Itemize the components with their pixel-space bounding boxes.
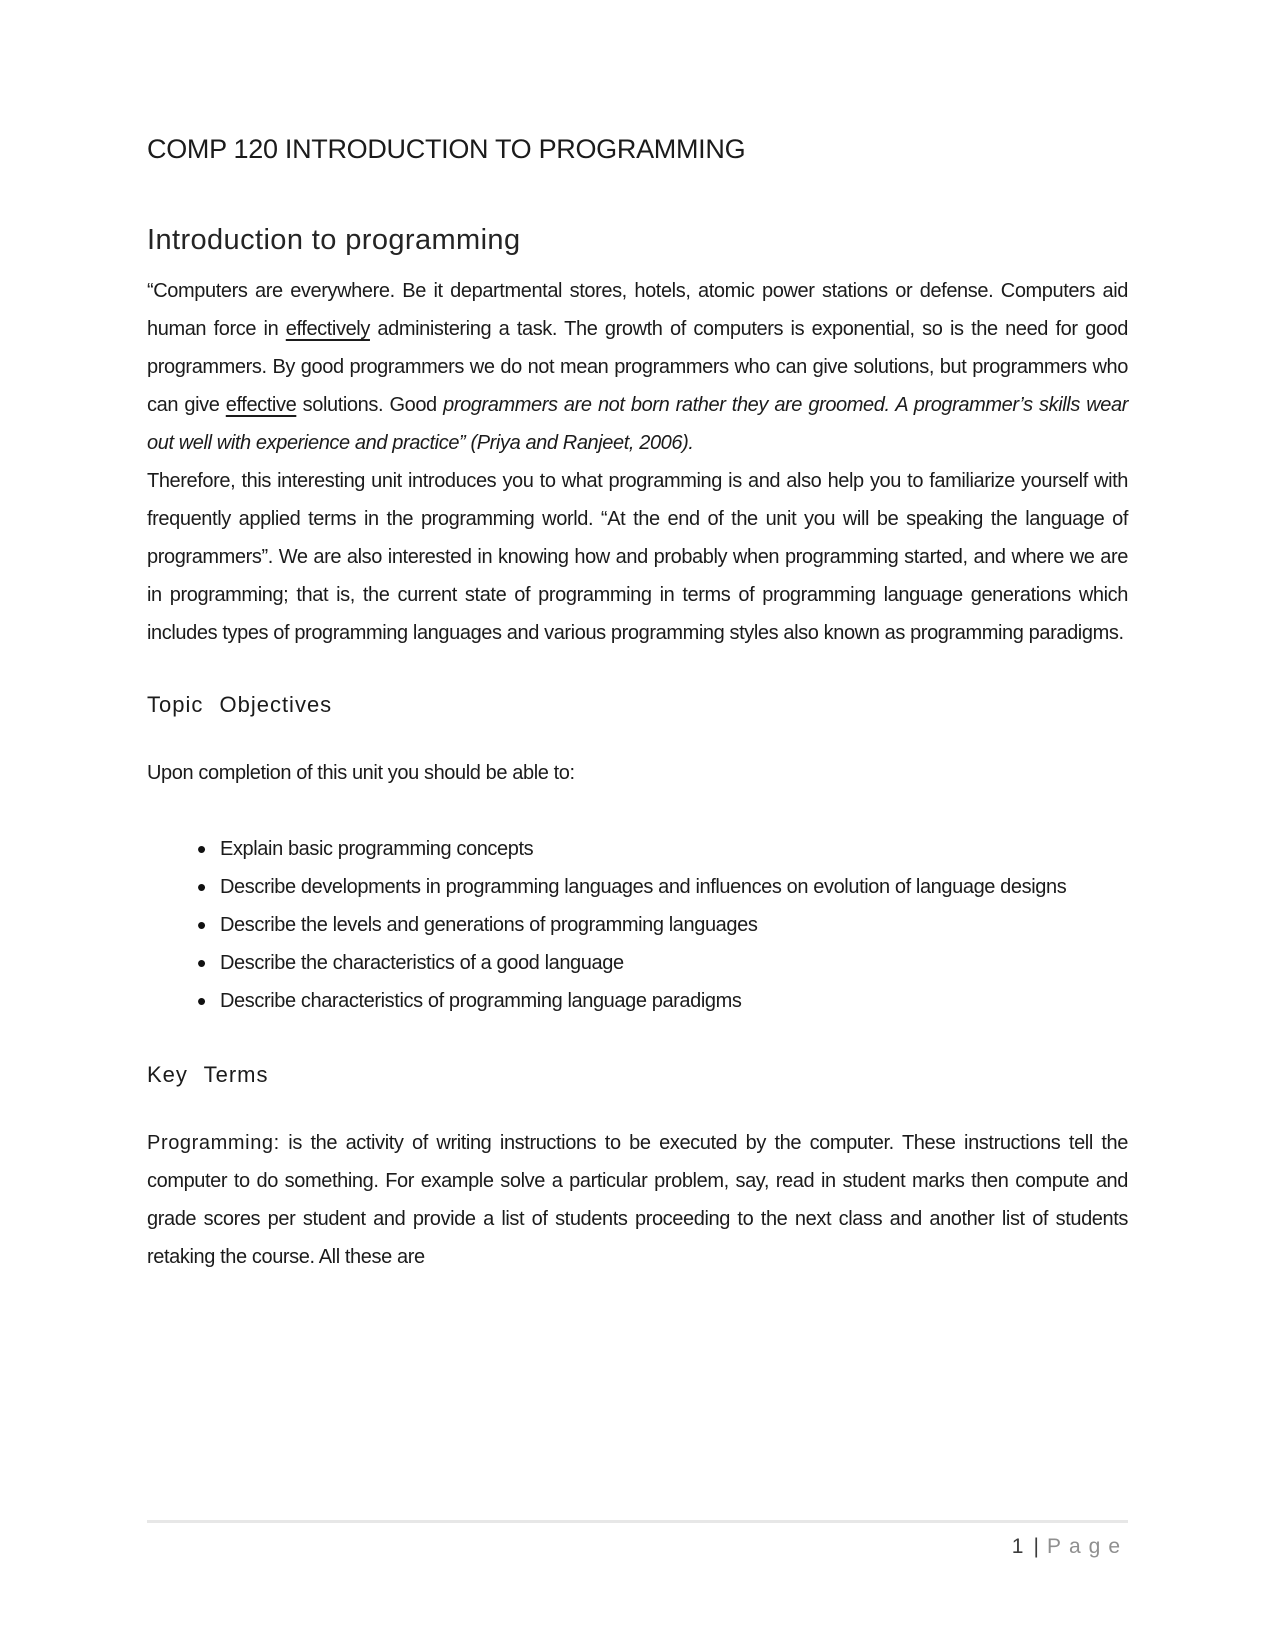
page-footer (1012, 1534, 1128, 1560)
list-item: • Describe the characteristics of a good language (197, 944, 1128, 982)
underlined-word-effectively: effectively (285, 318, 370, 340)
footer-separator: | (1033, 1535, 1039, 1558)
key-term: Programming: (147, 1132, 280, 1154)
key-terms-heading: Key Terms (147, 1062, 269, 1087)
text-run: solutions. Good (296, 394, 444, 416)
page-number: 1 (1011, 1535, 1024, 1558)
list-item: • Describe characteristics of programming language paradigms (197, 982, 1128, 1020)
intro-paragraph-2: Therefore, this interesting unit introduces you to what programming is and also help you to familiarize yourself with frequently applied terms in the programming world. “At the end of the unit you will be speaking the language of programmers”. We are also interested in knowing how and probably when programming started, and where we are in programming; that is, the current state of programming in terms of programming language generations which includes types of programming languages and various programming styles also known as programming paradigms. (147, 470, 1128, 644)
objectives-lead: Upon completion of this unit you should be able to: (147, 762, 575, 784)
objectives-list (147, 830, 1128, 1020)
document-title: COMP 120 INTRODUCTION TO PROGRAMMING (147, 134, 746, 164)
text-run: Computers are everywhere. Be it departmental stores, hotels, atomic power stations or defense. Computers aid human force in (147, 280, 1128, 340)
footer-divider (147, 1520, 1128, 1523)
italic-quote-run: programmers are not born rather they are groomed. A programmer’s skills wear out well with experience and practice” (Priya and Ranjeet, 2006). (147, 394, 1128, 454)
intro-heading: Introduction to programming (147, 224, 521, 256)
key-terms-paragraph (147, 1124, 1128, 1276)
key-term-definition: is the activity of writing instructions to be executed by the computer. These instructions tell the computer to do something. For example solve a particular problem, say, read in student marks then compute and grade scores per student and provide a list of students proceeding to the next class and another list of students retaking the course. All these are (147, 1132, 1128, 1268)
page-content (147, 0, 1128, 1276)
text-run: administering a task. The growth of computers is exponential, so is the need for good programmers. By good programmers we do not mean programmers who can give solutions, but programmers who can give (147, 318, 1128, 416)
underlined-word-effective: effective (225, 394, 297, 416)
intro-paragraph-1 (147, 272, 1128, 462)
list-item: • Explain basic programming concepts (197, 830, 1128, 868)
footer-page-label: Page (1046, 1535, 1128, 1558)
list-item: • Describe the levels and generations of programming languages (197, 906, 1128, 944)
topic-objectives-heading: Topic Objectives (147, 692, 333, 717)
list-item: • Describe developments in programming languages and influences on evolution of language designs (197, 868, 1128, 906)
opening-quote: “ (147, 280, 154, 302)
